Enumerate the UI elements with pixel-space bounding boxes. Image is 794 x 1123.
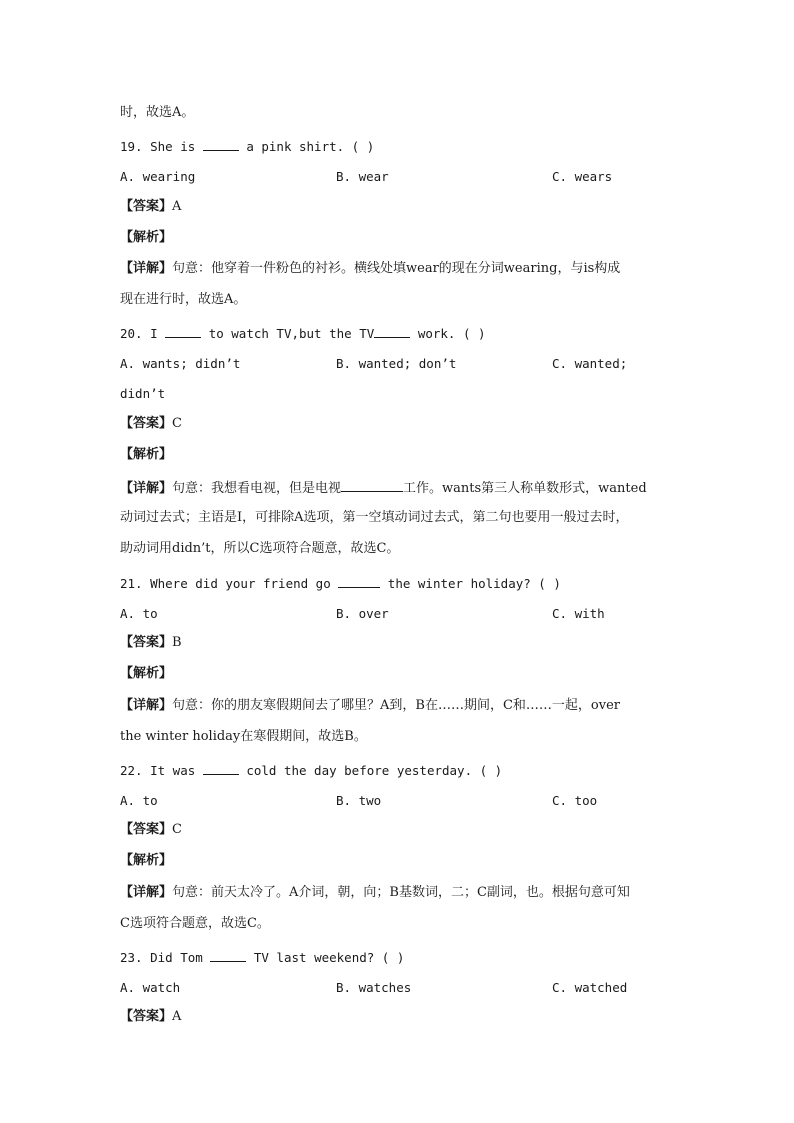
question-22-detail-line-1: 【详解】句意：前天太冷了。A介词，朝，向；B基数词，二；C副词，也。根据句意可知 <box>120 885 630 900</box>
question-21-detail-line-1: 【详解】句意：你的朋友寒假期间去了哪里？A到，B在……期间，C和……一起，over <box>120 698 620 713</box>
question-22-answer: 【答案】C <box>120 822 182 837</box>
question-20-option-c-continued: didn’t <box>120 386 166 401</box>
question-21-analysis-label: 【解析】 <box>120 666 173 681</box>
question-19-answer: 【答案】A <box>120 199 182 214</box>
question-20-option-a: A. wants; didn’t <box>120 356 241 371</box>
question-22-analysis-label: 【解析】 <box>120 853 173 868</box>
question-19-analysis-label: 【解析】 <box>120 230 173 245</box>
question-23-option-a: A. watch <box>120 980 181 995</box>
question-20-detail-line-1: 【详解】句意：我想看电视，但是电视 工作。wants第三人称单数形式，wanted <box>120 478 647 498</box>
question-22-stem: 22. It was cold the day before yesterday. ( ) <box>120 763 503 778</box>
question-20-detail-line-3: 助动词用didn’t，所以C选项符合题意，故选C。 <box>120 541 400 556</box>
question-21-detail-line-2: the winter holiday在寒假期间，故选B。 <box>120 729 367 744</box>
question-21-option-b: B. over <box>336 606 389 621</box>
question-20-detail-line-2: 动词过去式；主语是I，可排除A选项，第一空填动词过去式，第二句也要用一般过去时， <box>120 510 629 525</box>
answer-blank <box>374 324 410 338</box>
answer-blank <box>203 137 239 151</box>
question-19-stem: 19. She is a pink shirt. ( ) <box>120 139 375 154</box>
question-19-option-a: A. wearing <box>120 169 196 184</box>
question-20-analysis-label: 【解析】 <box>120 447 173 462</box>
question-21-option-a: A. to <box>120 606 158 621</box>
question-23-option-b: B. watches <box>336 980 412 995</box>
question-22-option-b: B. two <box>336 793 382 808</box>
question-23-option-c: C. watched <box>552 980 628 995</box>
question-19-detail-line-1: 【详解】句意：他穿着一件粉色的衬衫。横线处填wear的现在分词wearing，与is构成 <box>120 261 621 276</box>
question-19-option-c: C. wears <box>552 169 613 184</box>
question-21-answer: 【答案】B <box>120 635 182 650</box>
answer-blank <box>210 948 246 962</box>
question-20-stem: 20. I to watch TV,but the TV work. ( ) <box>120 326 486 341</box>
answer-blank <box>203 761 239 775</box>
question-22-option-a: A. to <box>120 793 158 808</box>
question-20-option-b: B. wanted; don’t <box>336 356 457 371</box>
question-21-option-c: C. with <box>552 606 605 621</box>
question-21-stem: 21. Where did your friend go the winter holiday? ( ) <box>120 576 561 591</box>
question-19-option-b: B. wear <box>336 169 389 184</box>
intro-tail: 时，故选A。 <box>120 105 195 120</box>
answer-blank <box>338 574 380 588</box>
question-22-detail-line-2: C选项符合题意，故选C。 <box>120 916 270 931</box>
question-20-answer: 【答案】C <box>120 416 182 431</box>
question-19-detail-line-2: 现在进行时，故选A。 <box>120 292 247 307</box>
question-23-stem: 23. Did Tom TV last weekend? ( ) <box>120 950 405 965</box>
question-20-option-c: C. wanted; <box>552 356 628 371</box>
answer-blank <box>341 478 403 492</box>
answer-blank <box>165 324 201 338</box>
question-22-option-c: C. too <box>552 793 598 808</box>
question-23-answer: 【答案】A <box>120 1009 182 1024</box>
